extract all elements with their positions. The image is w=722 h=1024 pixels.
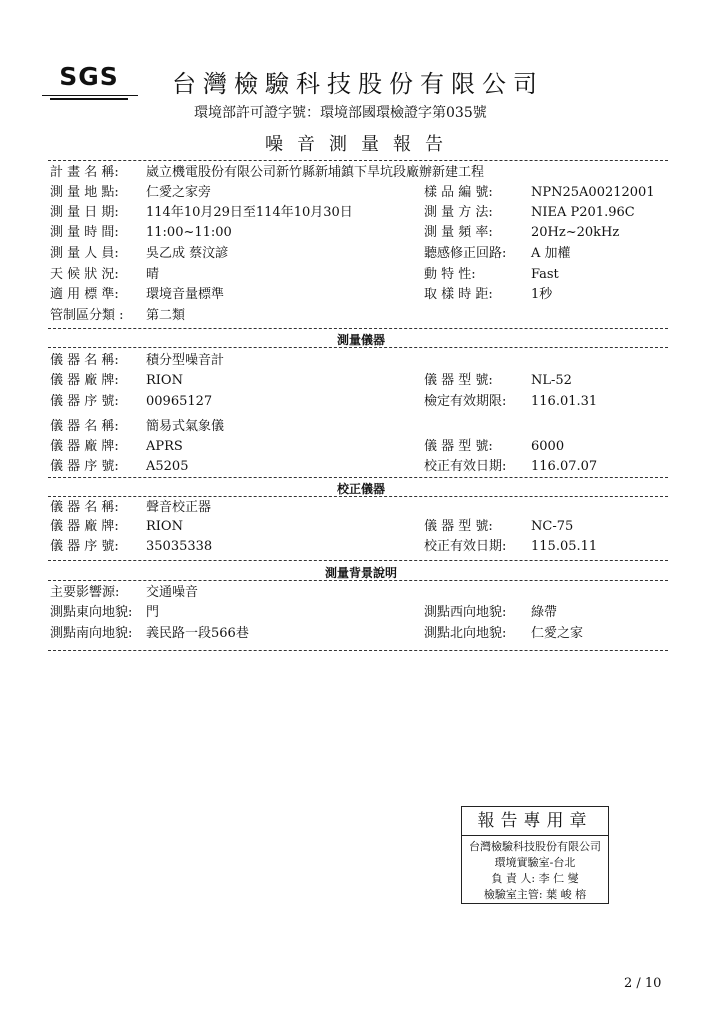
instrument-row <box>50 437 670 457</box>
info-value: 崴立機電股份有限公司新竹縣新埔鎮下旱坑段廠辦新建工程 <box>146 165 485 180</box>
instrument-key: 儀 器 序 號: <box>50 394 119 409</box>
stamp-lab: 環境實驗室-台北 <box>494 856 576 869</box>
stamp-title: 報告專用章 <box>462 807 608 836</box>
instrument-key: 儀 器 廠 牌: <box>50 439 119 454</box>
info-key: 管制區分類 : <box>50 308 124 323</box>
divider <box>48 580 668 581</box>
info-key: 天 候 狀 況: <box>50 267 119 282</box>
instrument-row <box>50 371 670 391</box>
instrument-row <box>50 351 670 371</box>
calibration-value: 聲音校正器 <box>146 500 212 515</box>
company-name: 台灣檢驗科技股份有限公司 <box>172 70 544 98</box>
info-key-right: 聽感修正回路: <box>424 246 507 261</box>
instrument-value: 00965127 <box>146 394 213 409</box>
instrument-key-right: 校正有效日期: <box>424 459 507 474</box>
calibration-key: 儀 器 名 稱: <box>50 500 119 515</box>
info-row <box>50 306 670 326</box>
info-key-right: 測 量 方 法: <box>424 205 493 220</box>
calibration-value-right: NC-75 <box>531 519 574 534</box>
sgs-logo: SGS <box>50 62 128 100</box>
info-value-right: NIEA P201.96C <box>531 205 635 220</box>
background-value-right: 綠帶 <box>531 605 558 620</box>
background-row <box>50 624 670 644</box>
info-row <box>50 203 670 223</box>
instrument-value-right: 6000 <box>531 439 565 454</box>
divider <box>48 560 668 561</box>
divider <box>48 477 668 478</box>
stamp-person: 負 責 人: 李 仁 燮 <box>491 872 579 885</box>
stamp-supervisor: 檢驗室主管: 葉 峻 榕 <box>483 888 587 901</box>
calibration-row <box>50 498 670 518</box>
report-title: 噪音測量報告 <box>265 134 457 155</box>
background-row <box>50 583 670 603</box>
instrument-key-right: 儀 器 型 號: <box>424 373 493 388</box>
info-value-right: Fast <box>531 267 559 282</box>
background-value: 門 <box>146 605 160 620</box>
background-key-right: 測點北向地貌: <box>424 626 507 641</box>
info-key-right: 測 量 頻 率: <box>424 225 493 240</box>
info-value: 第二類 <box>146 308 186 323</box>
background-key: 測點東向地貌: <box>50 605 133 620</box>
calibration-row <box>50 517 670 537</box>
info-value-right: 20Hz~20kHz <box>531 225 620 240</box>
info-row <box>50 244 670 264</box>
background-key: 測點南向地貌: <box>50 626 133 641</box>
info-value-right: 1秒 <box>531 287 553 302</box>
section-heading-instruments: 測量儀器 <box>336 333 385 347</box>
instrument-key: 儀 器 廠 牌: <box>50 373 119 388</box>
permit-number: 環境部許可證字號：環境部國環檢證字第035號 <box>194 105 487 121</box>
info-row <box>50 265 670 285</box>
instrument-value-right: NL-52 <box>531 373 572 388</box>
instrument-row <box>50 392 670 412</box>
instrument-value: 簡易式氣象儀 <box>146 419 225 434</box>
background-row <box>50 603 670 623</box>
info-value: 114年10月29日至114年10月30日 <box>146 205 353 220</box>
instrument-key-right: 儀 器 型 號: <box>424 439 493 454</box>
info-value: 吳乙成 蔡汶諺 <box>146 246 229 261</box>
calibration-key-right: 儀 器 型 號: <box>424 519 493 534</box>
info-key-right: 樣 品 編 號: <box>424 185 493 200</box>
divider <box>48 160 668 161</box>
info-key-right: 動 特 性: <box>424 267 476 282</box>
instrument-value: 積分型噪音計 <box>146 353 225 368</box>
report-stamp <box>461 806 609 904</box>
background-value: 義民路一段566巷 <box>146 626 249 641</box>
calibration-key-right: 校正有效日期: <box>424 539 507 554</box>
logo-underline <box>42 95 138 96</box>
section-heading-background: 測量背景說明 <box>324 566 397 580</box>
info-value: 11:00~11:00 <box>146 225 232 240</box>
instrument-key: 儀 器 名 稱: <box>50 353 119 368</box>
divider <box>48 347 668 348</box>
info-value-right: A 加權 <box>531 246 571 261</box>
info-key: 測 量 地 點: <box>50 185 119 200</box>
info-key: 計 畫 名 稱: <box>50 165 119 180</box>
instrument-key: 儀 器 序 號: <box>50 459 119 474</box>
section-heading-calibration: 校正儀器 <box>336 482 385 496</box>
calibration-value: 35035338 <box>146 539 213 554</box>
instrument-key-right: 檢定有效期限: <box>424 394 507 409</box>
calibration-value-right: 115.05.11 <box>531 539 598 554</box>
instrument-value: APRS <box>146 439 183 454</box>
info-row <box>50 183 670 203</box>
info-key-right: 取 樣 時 距: <box>424 287 493 302</box>
divider <box>48 650 668 651</box>
info-value-right: NPN25A00212001 <box>531 185 655 200</box>
background-value-right: 仁愛之家 <box>531 626 584 641</box>
page-number: 2 / 10 <box>624 976 662 991</box>
calibration-key: 儀 器 廠 牌: <box>50 519 119 534</box>
background-value: 交通噪音 <box>146 585 199 600</box>
info-value: 晴 <box>146 267 160 282</box>
stamp-company: 台灣檢驗科技股份有限公司 <box>469 840 601 853</box>
info-value: 仁愛之家旁 <box>146 185 212 200</box>
calibration-row <box>50 537 670 557</box>
info-row <box>50 163 670 183</box>
calibration-value: RION <box>146 519 183 534</box>
info-row <box>50 223 670 243</box>
instrument-value-right: 116.07.07 <box>531 459 598 474</box>
info-key: 適 用 標 準: <box>50 287 119 302</box>
instrument-value: RION <box>146 373 183 388</box>
info-value: 環境音量標準 <box>146 287 225 302</box>
info-row <box>50 285 670 305</box>
info-key: 測 量 人 員: <box>50 246 119 261</box>
background-key-right: 測點西向地貌: <box>424 605 507 620</box>
info-key: 測 量 日 期: <box>50 205 119 220</box>
instrument-value: A5205 <box>146 459 189 474</box>
instrument-row <box>50 417 670 437</box>
calibration-key: 儀 器 序 號: <box>50 539 119 554</box>
instrument-key: 儀 器 名 稱: <box>50 419 119 434</box>
info-key: 測 量 時 間: <box>50 225 119 240</box>
instrument-row <box>50 457 670 477</box>
divider <box>48 496 668 497</box>
background-key: 主要影響源: <box>50 585 120 600</box>
instrument-value-right: 116.01.31 <box>531 394 598 409</box>
divider <box>48 328 668 329</box>
